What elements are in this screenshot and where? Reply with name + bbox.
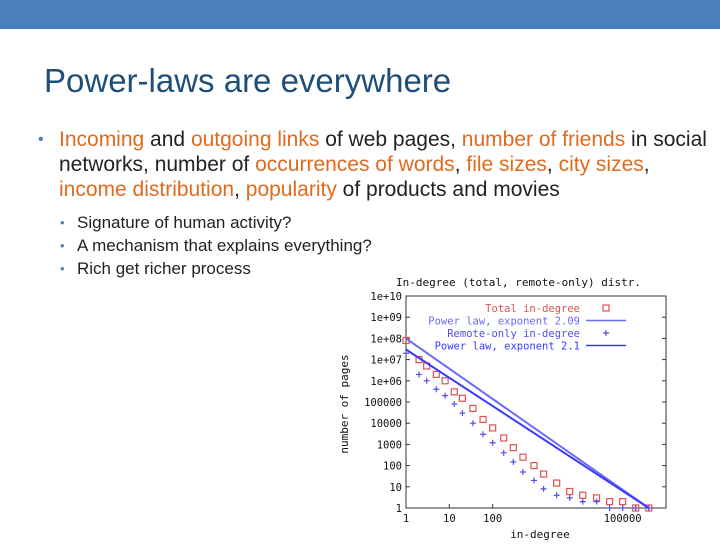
bullet-text-segment: , <box>643 153 650 176</box>
remote-indegree-point <box>459 410 465 416</box>
legend-label: Total in-degree <box>485 303 580 315</box>
y-tick-label: 1e+09 <box>370 312 402 325</box>
total-indegree-point <box>580 492 586 498</box>
sub-bullet-text: Signature of human activity? <box>77 213 292 232</box>
highlighted-term: file sizes <box>466 153 547 176</box>
remote-indegree-point <box>470 420 476 426</box>
legend-label: Power law, exponent 2.1 <box>434 340 580 353</box>
total-indegree-point <box>554 480 560 486</box>
highlighted-term: occurrences of words <box>255 153 455 176</box>
total-indegree-point <box>442 378 448 384</box>
total-indegree-point <box>620 499 626 505</box>
total-indegree-point <box>470 405 476 411</box>
x-tick-label: 1 <box>402 513 410 525</box>
legend-label: Power law, exponent 2.09 <box>428 315 580 328</box>
y-tick-label: 1000 <box>376 439 402 452</box>
bullet-text-segment: , <box>546 153 559 176</box>
remote-indegree-point <box>594 499 600 505</box>
total-indegree-point <box>501 435 507 441</box>
remote-indegree-point <box>451 401 457 407</box>
x-tick-label: 100 <box>483 513 503 525</box>
remote-indegree-point <box>510 459 516 465</box>
y-tick-label: 100000 <box>364 397 402 409</box>
highlighted-term: city sizes <box>558 153 644 176</box>
remote-indegree-point <box>633 505 639 511</box>
chart-ylabel: number of pages <box>338 354 351 454</box>
power-law-fit-line <box>406 349 649 508</box>
remote-indegree-point <box>416 371 422 377</box>
bullet-list <box>38 127 718 280</box>
y-tick-label: 1e+07 <box>370 354 402 367</box>
highlighted-term: popularity <box>245 178 337 201</box>
sub-bullet <box>60 234 718 257</box>
highlighted-term: number of friends <box>461 128 626 151</box>
bullet-dot-icon: • <box>38 131 44 148</box>
total-indegree-point <box>510 445 516 451</box>
remote-indegree-point <box>531 477 537 483</box>
y-tick-label: 1e+06 <box>370 375 402 388</box>
bullet-dot-icon: • <box>60 215 65 230</box>
bullet-text-segment: of products and movies <box>336 178 560 201</box>
bullet-text-segment: , <box>234 178 246 201</box>
x-tick-label: 10 <box>443 513 456 525</box>
main-bullet-text <box>59 128 707 201</box>
slide-title: Power-laws are everywhere <box>44 62 452 99</box>
y-tick-label: 1e+08 <box>370 333 402 346</box>
total-indegree-point <box>459 395 465 401</box>
remote-indegree-point <box>480 431 486 437</box>
remote-indegree-point <box>442 393 448 399</box>
y-tick-label: 100 <box>383 460 402 473</box>
remote-indegree-point <box>520 469 526 475</box>
plot-layer <box>364 291 666 525</box>
legend-square-marker <box>603 305 609 311</box>
highlighted-term: Incoming <box>59 128 145 151</box>
total-indegree-point <box>433 371 439 377</box>
bullet-text-segment: , <box>454 153 467 176</box>
remote-indegree-point <box>620 505 626 511</box>
x-tick-label: 100000 <box>603 513 642 525</box>
y-tick-label: 1 <box>395 503 402 515</box>
bullet-dot-icon: • <box>60 238 65 253</box>
bullet-dot-icon: • <box>60 261 65 276</box>
total-indegree-point <box>607 499 613 505</box>
bullet-text-segment: and <box>144 128 191 151</box>
remote-indegree-point <box>501 450 507 456</box>
highlighted-term: outgoing links <box>190 128 320 151</box>
remote-indegree-point <box>424 378 430 384</box>
legend-plus-marker <box>603 330 609 336</box>
highlighted-term: income distribution <box>59 178 235 201</box>
total-indegree-point <box>531 463 537 469</box>
y-tick-label: 1e+10 <box>370 291 402 303</box>
chart-title: In-degree (total, remote-only) distr. <box>396 276 642 289</box>
total-indegree-point <box>490 425 496 431</box>
bullet-text-segment: in social networks, number of <box>59 128 707 176</box>
remote-indegree-point <box>554 492 560 498</box>
top-accent-bar <box>0 0 720 29</box>
remote-indegree-point <box>580 499 586 505</box>
chart-xlabel: in-degree <box>510 528 570 540</box>
remote-indegree-point <box>567 495 573 501</box>
total-indegree-point <box>520 454 526 460</box>
total-indegree-point <box>451 389 457 395</box>
legend-label: Remote-only in-degree <box>447 328 580 340</box>
indegree-chart-svg <box>330 274 720 540</box>
remote-indegree-point <box>607 505 613 511</box>
sub-bullet <box>60 211 718 234</box>
y-tick-label: 10000 <box>370 418 402 431</box>
power-law-fit-line <box>406 338 649 508</box>
total-indegree-point <box>541 471 547 477</box>
sub-bullet-list <box>38 211 718 280</box>
remote-indegree-point <box>433 386 439 392</box>
total-indegree-point <box>480 416 486 422</box>
y-tick-label: 10 <box>389 481 402 494</box>
main-bullet <box>38 127 718 202</box>
remote-indegree-point <box>541 486 547 492</box>
remote-indegree-point <box>490 440 496 446</box>
bullet-text-segment: of web pages, <box>319 128 462 151</box>
indegree-chart <box>330 274 720 540</box>
sub-bullet-text: Rich get richer process <box>77 259 251 278</box>
total-indegree-point <box>567 489 573 495</box>
sub-bullet-text: A mechanism that explains everything? <box>77 236 372 255</box>
